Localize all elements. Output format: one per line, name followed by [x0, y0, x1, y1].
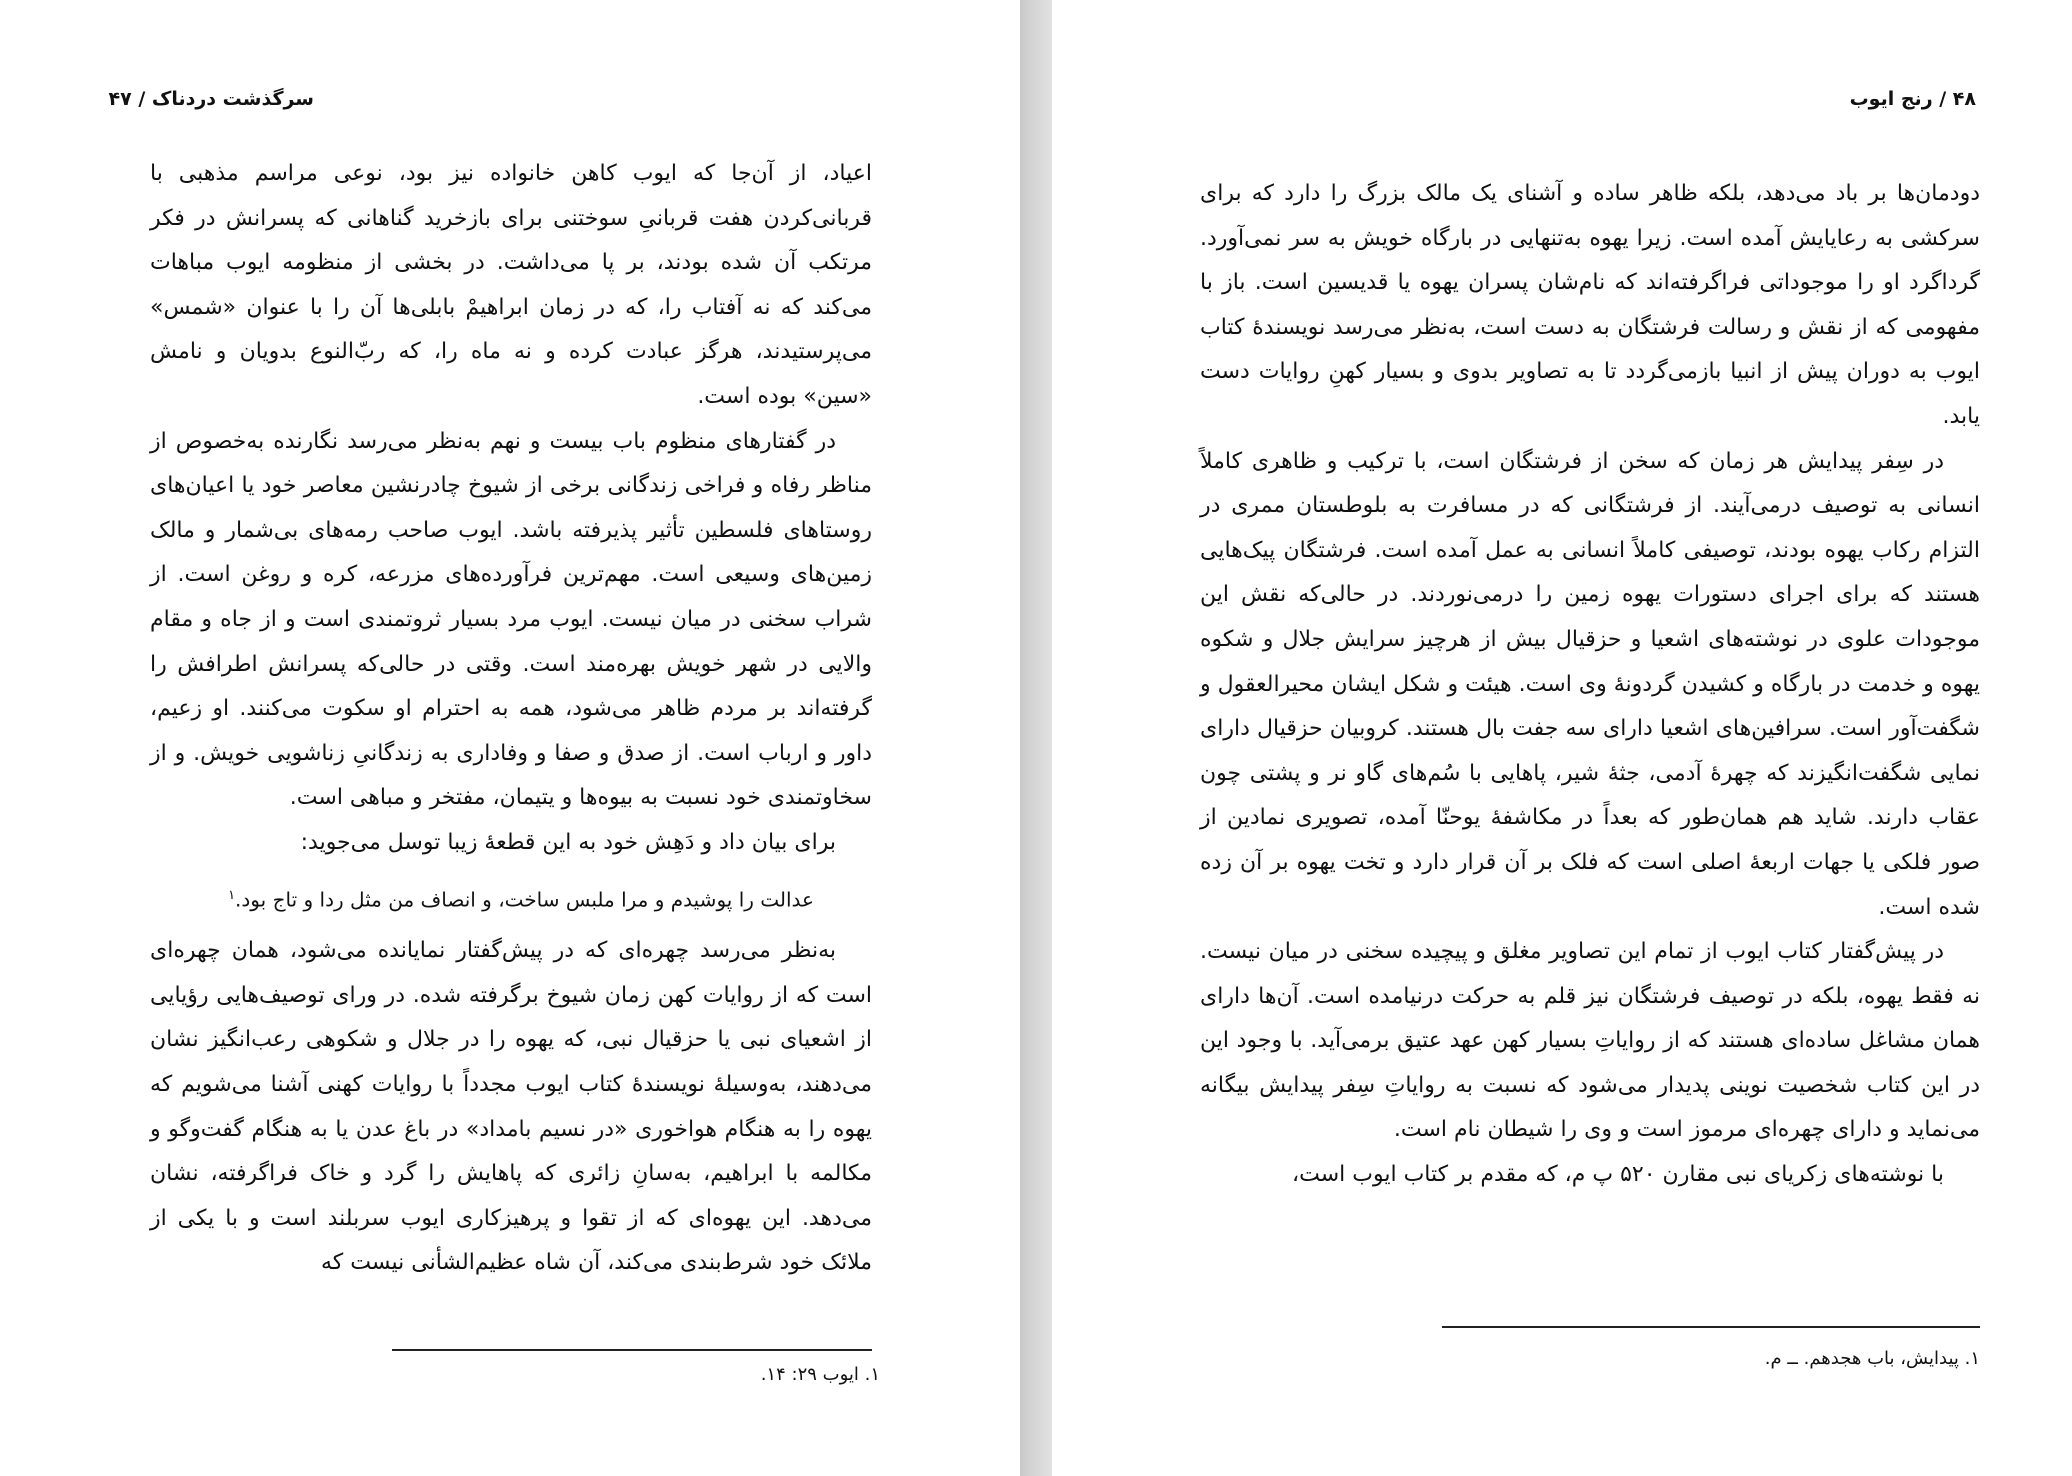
left-footnote-rule — [392, 1349, 872, 1351]
quote-text: عدالت را پوشیدم و مرا ملبس ساخت، و انصاف من مثل ردا و تاج بود. — [235, 887, 814, 912]
left-paragraph-2: در گفتارهای منظوم باب بیست و نهم به‌نظر می‌رسد نگارنده به‌خصوص از مناظر رفاه و فراخی زندگانی برخی از شیوخ چادرنشین معاصر خود یا اعیان‌های روستاهای فلسطین تأثیر پذیرفته باشد. ایوب صاحب رمه‌های بی‌شمار و مالک زمین‌های وسیعی است. مهم‌ترین فرآورده‌های مزرعه، کره و روغن است. از شراب سخنی در میان نیست. ایوب مرد بسیار ثروتمندی است و از جاه و مقام والایی در شهر خویش بهره‌مند است. وقتی در حالی‌که پسرانش اطرافش را گرفته‌اند بر مردم ظاهر می‌شود، همه به احترام او سکوت می‌کنند. او زعیم، داور و ارباب است. از صدق و صفا و وفاداری به زندگانیِ زناشویی خویش. و از سخاوتمندی خود نسبت به بیوه‌ها و یتیمان، مفتخر و مباهی است. — [150, 428, 872, 811]
left-running-head: سرگذشت دردناک / ۴۷ — [108, 88, 314, 110]
right-paragraph-4: با نوشته‌های زکریای نبی مقارن ۵۲۰ پ م، که مقدم بر کتاب ایوب است، — [1292, 1162, 1944, 1188]
right-page — [1052, 0, 2072, 1476]
right-body-text — [1200, 172, 1980, 1198]
quote-footnote-mark: ۱ — [228, 887, 236, 903]
right-footnote: ۱. پیدایش، باب هجدهم. ــ م. — [1764, 1348, 1980, 1369]
right-running-head: ۴۸ / رنج ایوب — [1849, 88, 1976, 110]
left-page — [0, 0, 1020, 1476]
left-footnote: ۱. ایوب ۲۹: ۱۴. — [760, 1364, 880, 1385]
right-footnote-rule — [1442, 1326, 1980, 1328]
left-paragraph-3: برای بیان داد و دَهِش خود به این قطعهٔ زیبا توسل می‌جوید: — [300, 829, 836, 855]
block-quote — [150, 874, 814, 922]
right-paragraph-3: در پیش‌گفتار کتاب ایوب از تمام این تصاویر مغلق و پیچیده سخنی در میان نیست. نه فقط یهوه، بلکه در توصیف فرشتگان نیز قلم به حرکت درنیامده است. آن‌ها دارای همان مشاغل ساده‌ای هستند که از روایاتِ بسیار کهن عهد عتیق برمی‌آید. با وجود این در این کتاب شخصیت نوینی پدیدار می‌شود که نسبت به روایاتِ سِفر پیدایش بیگانه می‌نماید و دارای چهره‌ای مرموز است و وی را شیطان نام است. — [1200, 939, 1980, 1143]
book-gutter — [1020, 0, 1052, 1476]
left-paragraph-4: به‌نظر می‌رسد چهره‌ای که در پیش‌گفتار نمایانده می‌شود، همان چهره‌ای است که از روایات کهن زمان شیوخ برگرفته شده. در ورای توصیف‌هایی رؤیایی از اشعیای نبی یا حزقیال نبی، که یهوه را در جلال و شکوهی رعب‌انگیز نشان می‌دهند، به‌وسیلهٔ نویسندهٔ کتاب ایوب مجدداً با روایات کهنی آشنا می‌شویم که یهوه را به هنگام هواخوری «در نسیم بامداد» در باغ عدن یا به هنگام گفت‌وگو و مکالمه با ابراهیم، به‌سانِ زائری که پاهایش را گرد و خاک فراگرفته، نشان می‌دهد. این یهوه‌ای که از تقوا و پرهیزکاری ایوب سربلند است و با یکی از ملائک خود شرط‌بندی می‌کند، آن شاه عظیم‌الشأنی نیست که — [150, 938, 872, 1276]
right-paragraph-1: دودمان‌ها بر باد می‌دهد، بلکه ظاهر ساده و آشنای یک مالک بزرگ را دارد که برای سرکشی به رعایایش آمده است. زیرا یهوه به‌تنهایی در بارگاه خویش به سر نمی‌آورد. گرداگرد او را موجوداتی فراگرفته‌اند که نام‌شان پسران یهوه یا قدیسین است. باز با مفهومی که از نقش و رسالت فرشتگان به دست است، به‌نظر می‌رسد نویسندهٔ کتاب ایوب به دوران پیش از انبیا بازمی‌گردد تا به تصاویر بدوی و بسیار کهنِ روایات دست یابد. — [1200, 181, 1980, 429]
right-paragraph-2: در سِفر پیدایش هر زمان که سخن از فرشتگان است، با ترکیب و ظاهری کاملاً انسانی به توصیف درمی‌آیند. از فرشتگانی که در مسافرت به بلوطستان ممری در التزام رکاب یهوه بودند، توصیفی کاملاً انسانی به عمل آمده است. فرشتگان پیک‌هایی هستند که برای اجرای دستورات یهوه زمین را درمی‌نوردند. در حالی‌که نقش این موجودات علوی در نوشته‌های اشعیا و حزقیال بیش از هرچیز سرایش جلال و شکوه یهوه و خدمت در بارگاه و کشیدن گردونهٔ وی است. هیئت و شکل ایشان محیرالعقول و شگفت‌آور است. سرافین‌های اشعیا دارای سه جفت بال هستند. کروبیان حزقیال دارای نمایی شگفت‌انگیزند که چهرهٔ آدمی، جثهٔ شیر، پاهایی با سُم‌های گاو نر و پشتی چون عقاب دارند. شاید هم همان‌طور که بعداً در مکاشفهٔ یوحنّا آمده، تصویری نمادین از صور فلکی یا جهات اربعهٔ اصلی است که فلک بر آن قرار دارد و تخت یهوه بر آن زده شده است. — [1200, 448, 1980, 920]
left-paragraph-1: اعیاد، از آن‌جا که ایوب کاهن خانواده نیز بود، نوعی مراسم مذهبی با قربانی‌کردن هفت قربانیِ سوختنی برای بازخرید گناهانی که پسرانش در فکر مرتکب آن شده بودند، بر پا می‌داشت. در بخشی از منظومه ایوب مباهات می‌کند که نه آفتاب را، که در زمان ابراهیمْ بابلی‌ها آن را با عنوان «شمس» می‌پرستیدند، هرگز عبادت کرده و نه ماه را، که ربّ‌النوع بدویان و نامش «سین» بوده است. — [150, 161, 872, 409]
left-body-text — [150, 152, 872, 1286]
